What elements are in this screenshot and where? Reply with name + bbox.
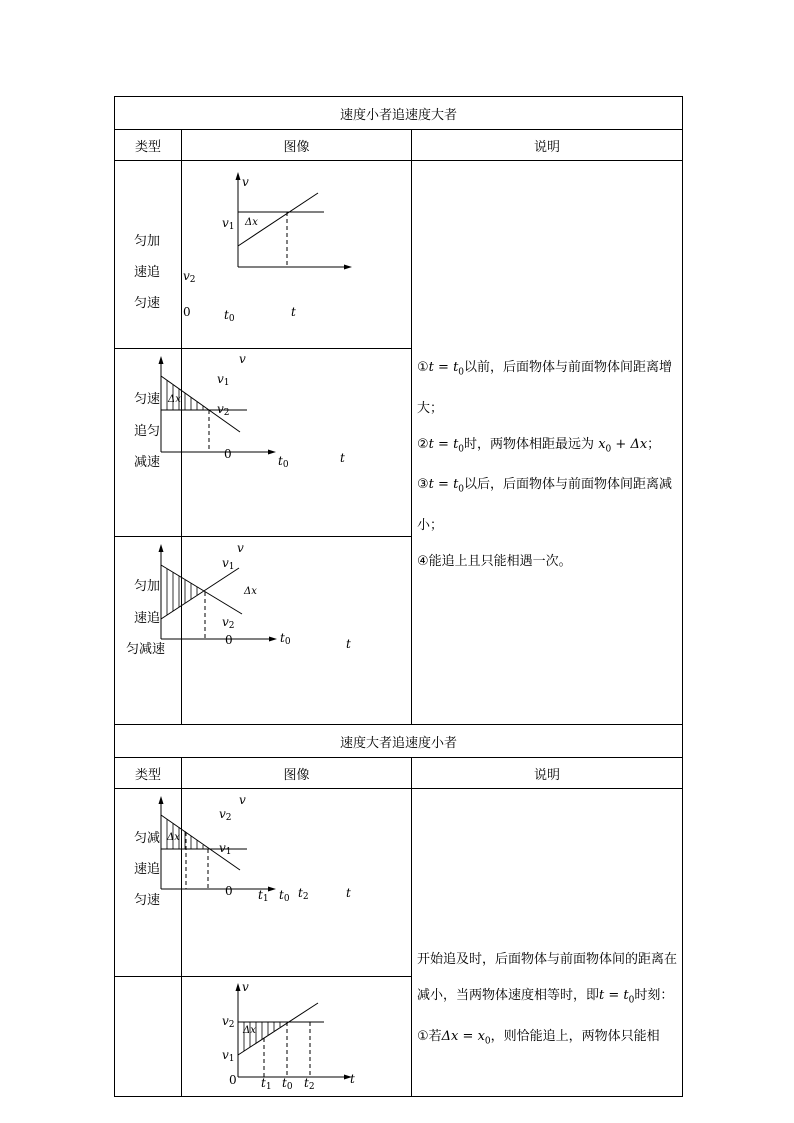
s2-row1-t2-label: $t_2$ — [298, 886, 309, 902]
s1-row3-dx-label: Δx — [244, 586, 257, 597]
section2-col-desc: 说明 — [411, 757, 683, 789]
s1-row2-type-line3: 减速 — [134, 455, 161, 470]
s2-desc-p1: 开始追及时，后面物体与前面物体间的距离在减小，当两物体速度相等时，即$t = t_0$时刻： — [417, 952, 678, 1006]
s1-row1-t0-label: $t_0$ — [224, 308, 235, 324]
section1-col-type: 类型 — [114, 129, 182, 161]
s1-row1-zero-label: 0 — [183, 305, 191, 319]
s1-row2-v-label: v — [239, 352, 246, 366]
s2-row2-v1-label: $v_1$ — [222, 1048, 235, 1064]
s2-row2-zero-label: 0 — [229, 1073, 237, 1087]
s1-row2-v1-label: $v_1$ — [217, 372, 230, 388]
s2-row2-t1-label: $t_1$ — [261, 1076, 272, 1092]
section1-col-image: 图像 — [181, 129, 412, 161]
s2-description — [417, 942, 679, 1059]
s2-row2-t0-label: $t_0$ — [282, 1076, 293, 1092]
s1-row2-dx-label: Δx — [168, 394, 181, 405]
s1-row1-type-line3: 匀速 — [134, 296, 161, 311]
s1-row3-type-line2: 速追 — [134, 611, 161, 626]
s2-row2-t-label: t — [350, 1072, 355, 1086]
s1-row2-zero-label: 0 — [224, 447, 232, 461]
section1-title: 速度小者追速度大者 — [114, 96, 683, 130]
s2-row1-t0-label: $t_0$ — [279, 888, 290, 904]
s1-row2-v2-label: $v_2$ — [217, 402, 230, 418]
s2-row1-v2-label: $v_2$ — [219, 807, 232, 823]
section2-col-image: 图像 — [181, 757, 412, 789]
s1-row2-type-line2: 追匀 — [134, 424, 161, 439]
s1-row3-t-label: t — [346, 637, 351, 651]
s1-row1-v1-label: $v_1$ — [222, 216, 235, 232]
s2-desc-p2: ①若$\Delta x = x_0$，则恰能追上，两物体只能相 — [417, 1028, 660, 1047]
s2-row2-t2-label: $t_2$ — [304, 1076, 315, 1092]
s1-row1-type-line1: 匀加 — [134, 234, 161, 249]
s1-row2-t-label: t — [340, 451, 345, 465]
s1-row1-t-label: t — [291, 305, 296, 319]
s1-desc-p3: ③t = $t_0$以后，后面物体与前面物体间距离减小； — [417, 477, 673, 533]
s1-row3-v1-label: $v_1$ — [222, 556, 235, 572]
s2-row1-type-line1: 匀减 — [134, 831, 161, 846]
s1-desc-p4: ④能追上且只能相遇一次。 — [417, 553, 572, 569]
section2-col-type: 类型 — [114, 757, 182, 789]
s1-row1-v-label: v — [242, 175, 249, 189]
s2-row1-zero-label: 0 — [225, 884, 233, 898]
s1-row3-zero-label: 0 — [225, 633, 233, 647]
s2-row2-dx-label: Δx — [243, 1025, 256, 1036]
s1-row3-type-line1: 匀加 — [134, 579, 161, 594]
s1-row1-type-line2: 速追 — [134, 265, 161, 280]
section2-title: 速度大者追速度小者 — [114, 724, 683, 758]
s2-row1-v1-label: $v_1$ — [219, 841, 232, 857]
s2-row1-type-line2: 速追 — [134, 862, 161, 877]
s2-row1-t1-label: $t_1$ — [258, 888, 269, 904]
s2-row1-t-label: t — [346, 886, 351, 900]
section1-col-desc: 说明 — [411, 129, 683, 161]
s2-row2-v-label: v — [242, 980, 249, 994]
s1-row3-v-label: v — [237, 541, 244, 555]
s1-desc-p2: ②t = $t_0$时，两物体相距最远为 $x_0 + \Delta x$； — [417, 436, 661, 455]
s1-row2-type-line1: 匀速 — [134, 392, 161, 407]
s1-desc-p1: ①t = $t_0$以前，后面物体与前面物体间距离增大； — [417, 360, 673, 416]
s2-row1-dx-label: Δx — [167, 832, 180, 843]
s1-row2-t0-label: $t_0$ — [278, 454, 289, 470]
s2-row1-type-line3: 匀速 — [134, 893, 161, 908]
s1-row1-v2-label: $v_2$ — [183, 269, 196, 285]
s1-row3-type-line3: 匀减速 — [126, 642, 166, 657]
s1-row1-dx-label: Δx — [245, 217, 258, 228]
s1-row3-v2-label: $v_2$ — [222, 615, 235, 631]
s2-row1-v-label: v — [239, 793, 246, 807]
s2-row2-v2-label: $v_2$ — [222, 1014, 235, 1030]
s1-row3-t0-label: $t_0$ — [280, 631, 291, 647]
